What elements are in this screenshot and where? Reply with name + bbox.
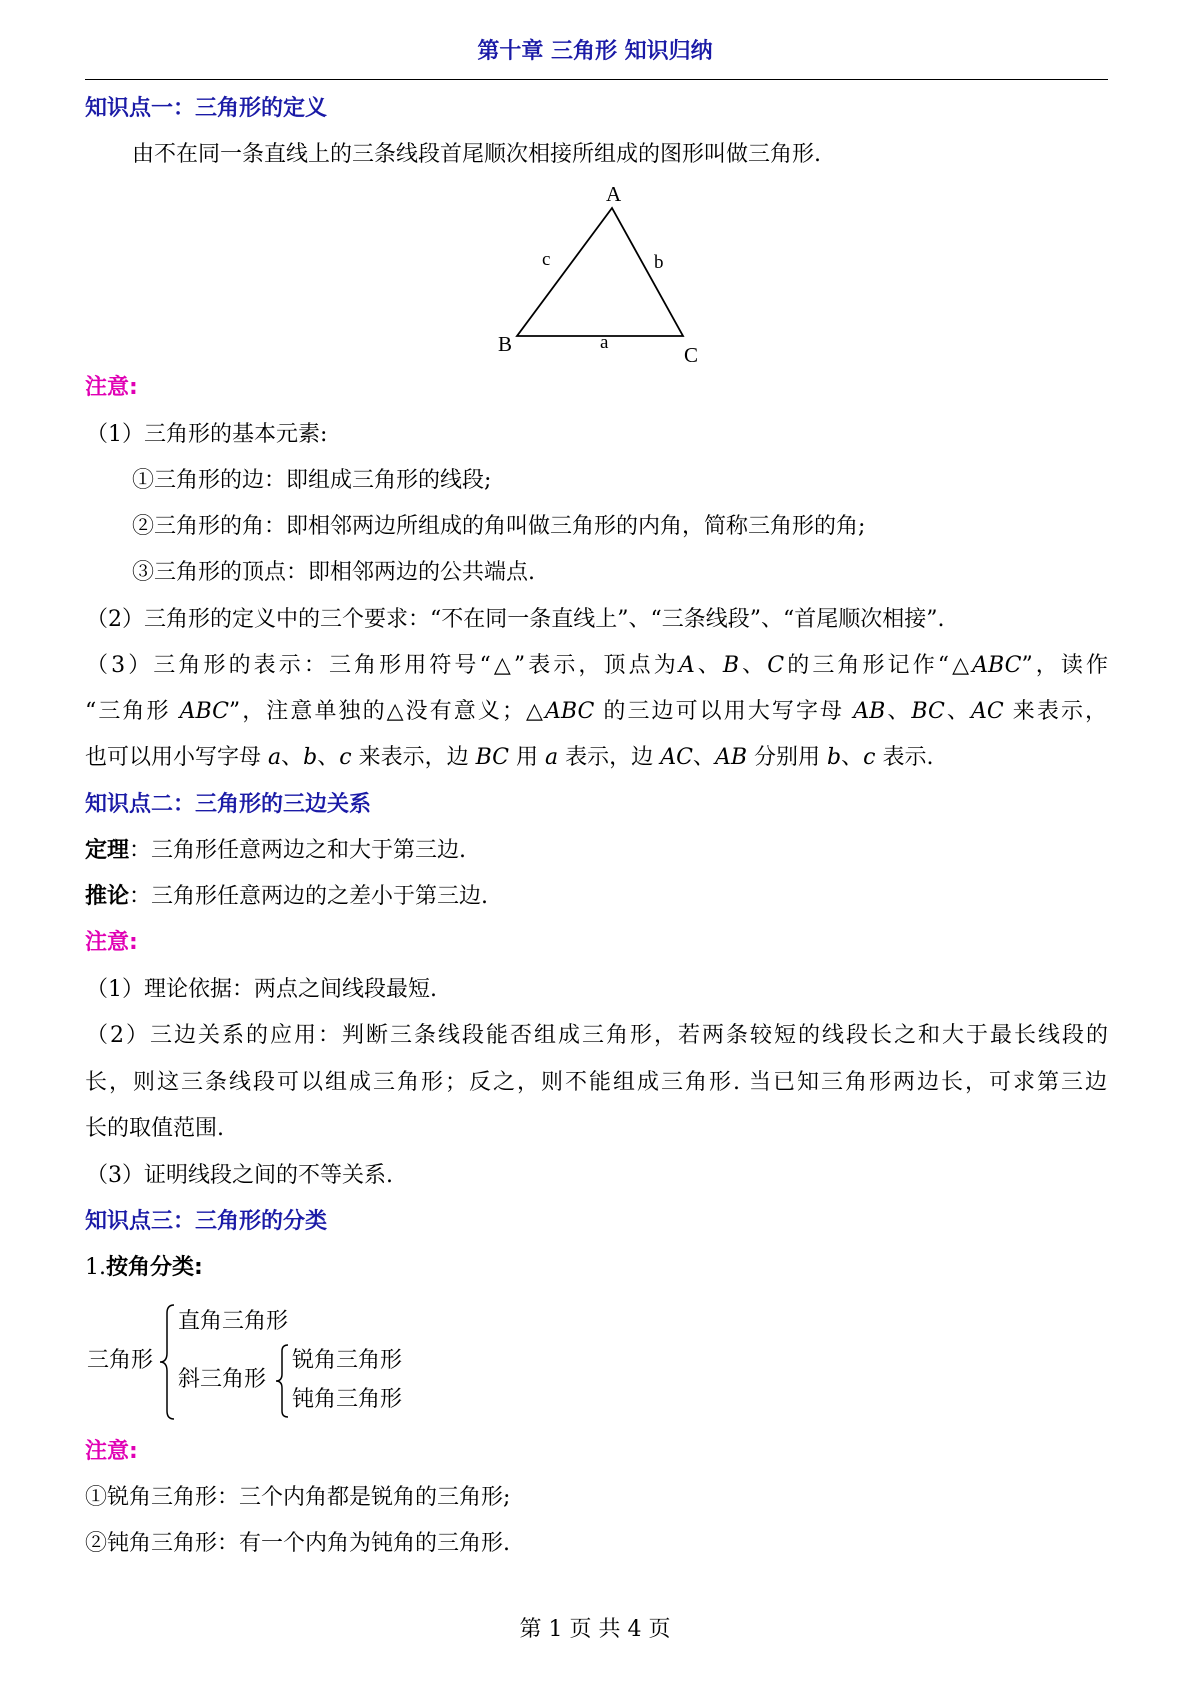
vertex-b-label: B [498,332,513,356]
section3-heading: 知识点三：三角形的分类 [85,1209,328,1234]
note1-item2: （2）三角形的定义中的三个要求：“不在同一条直线上”、“三条线段”、“首尾顺次相接”. [86,607,945,632]
triangle-figure [490,180,720,370]
side-b-label: b [654,252,664,273]
theorem-label: 定理 [85,838,130,863]
note1-item1-sub2: ②三角形的角：即相邻两边所组成的角叫做三角形的内角，简称三角形的角; [132,514,866,539]
tree-oblique: 斜三角形 [178,1367,267,1392]
note1-item3-line1: （3）三角形的表示：三角形用符号“△”表示，顶点为A、B、C的三角形记作“△ABC”，读作 [86,653,1108,678]
theorem-line: 定理：三角形任意两边之和大于第三边. [85,838,467,863]
note2-item2-line2: 长，则这三条线段可以组成三角形；反之，则不能组成三角形. 当已知三角形两边长，可求第三边 [85,1070,1107,1095]
note2-item2-line1: （2）三边关系的应用：判断三条线段能否组成三角形，若两条较短的线段长之和大于最长线段的 [86,1023,1108,1048]
note2-item3: （3）证明线段之间的不等关系. [86,1163,393,1188]
classification-subheading: 1.按角分类: [85,1255,203,1280]
corollary-line: 推论：三角形任意两边的之差小于第三边. [85,884,489,909]
definition-text: 由不在同一条直线上的三条线段首尾顺次相接所组成的图形叫做三角形. [132,142,821,167]
note-label-3: 注意: [85,1439,138,1464]
note-label-2: 注意: [85,930,138,955]
note1-item3-line2: “三角形 ABC”，注意单独的△没有意义；△ABC 的三边可以用大写字母 AB、BC、AC 来表示， [85,699,1108,724]
note3-item1: ①锐角三角形：三个内角都是锐角的三角形; [85,1485,511,1510]
tree-right: 直角三角形 [178,1309,289,1334]
tree-brace-outer [158,1303,178,1421]
side-c-label: c [542,249,551,270]
tree-acute: 锐角三角形 [292,1348,403,1373]
note2-item2-line3: 长的取值范围. [85,1116,224,1141]
note1-item1-sub3: ③三角形的顶点：即相邻两边的公共端点. [132,560,535,585]
tree-obtuse: 钝角三角形 [292,1387,403,1412]
page-title: 第十章 三角形 知识归纳 [477,39,713,64]
tree-brace-inner [274,1343,292,1419]
note2-item1: （1）理论依据：两点之间线段最短. [86,977,437,1002]
section2-heading: 知识点二：三角形的三边关系 [85,792,372,817]
section1-heading: 知识点一：三角形的定义 [85,96,328,121]
note1-item1: （1）三角形的基本元素: [86,422,328,447]
page-footer: 第 1 页 共 4 页 [519,1617,671,1642]
side-a-label: a [600,332,609,353]
note3-item2: ②钝角三角形：有一个内角为钝角的三角形. [85,1531,510,1556]
note-label-1: 注意: [85,375,138,400]
tree-root: 三角形 [87,1348,154,1373]
corollary-label: 推论 [85,884,130,909]
vertex-c-label: C [684,343,699,367]
note1-item1-sub1: ①三角形的边：即组成三角形的线段; [132,468,492,493]
vertex-a-label: A [606,182,622,206]
note1-item3-line3: 也可以用小写字母 a、b、c 来表示，边 BC 用 a 表示，边 AC、AB 分别用 b、c 表示. [85,745,934,770]
header-divider [85,79,1108,80]
